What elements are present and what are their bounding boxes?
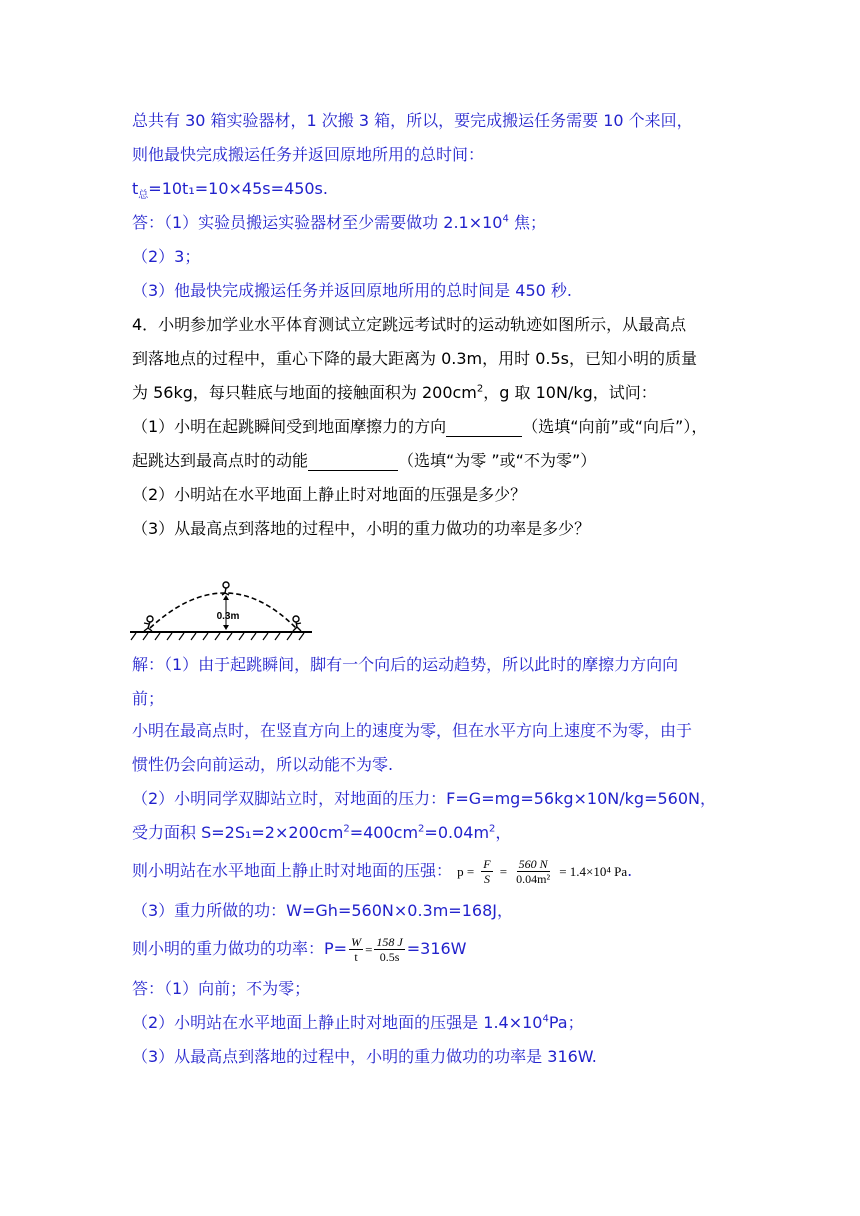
question-text-line: （3）从最高点到落地的过程中，小明的重力做功的功率是多少？ (132, 519, 591, 538)
power-formula-line: 则小明的重力做功的功率：P= $\frac{W}{t}$ = $\frac{158 J}{0.5s}$ =316W (132, 935, 467, 964)
pressure-formula-line: 则小明站在水平地面上静止时对地面的压强： p = $\frac{F}{S}$ = $\frac{560 N}{\text{0.04m²}}$ = 1.4×10⁴ Pa. (132, 857, 633, 886)
solution-text-line: （3）重力所做的功：W=Gh=560N×0.3m=168J， (132, 901, 513, 920)
fraction-158j-over-time: $\frac{158 J}{0.5s}$ (376, 935, 403, 964)
fraction-w-over-t: $\frac{W}{t}$ (351, 935, 362, 964)
fraction-560n-over-area: $\frac{560 N}{\text{0.04m²}}$ (516, 857, 551, 886)
final-answer-line-2: （2）小明站在水平地面上静止时对地面的压强是 $1.4\times 10^4Pa$； (132, 1013, 584, 1032)
answer-line-3: （3）他最快完成搬运任务并返回原地所用的总时间是 450 秒. (132, 281, 572, 300)
jumper-landing-icon (293, 616, 301, 631)
height-arrow-up (223, 595, 229, 600)
answer-blank-friction[interactable] (446, 418, 522, 437)
ground-hatching (131, 633, 304, 640)
solution-text-line: 解：（1）由于起跳瞬间，脚有一个向后的运动趋势，所以此时的摩擦力方向向 (132, 655, 679, 674)
jump-trajectory-figure (128, 580, 318, 642)
final-answer-line-1: 答：（1）向前；不为零； (132, 979, 311, 998)
height-label: 0.3m (216, 611, 240, 622)
solution-text-line: 惯性仍会向前运动，所以动能不为零. (132, 755, 394, 774)
answer-blank-kinetic-energy[interactable] (308, 452, 398, 471)
answer-line-2: （2）3； (132, 247, 201, 266)
fraction-f-over-s: $\frac{F}{S}$ (483, 857, 491, 886)
solution-area-formula: 受力面积 $S=2S_1=2\times 200cm^2=400cm^2=0.04m^2$， (132, 823, 512, 842)
question-text-line: 4．小明参加学业水平体育测试立定跳远考试时的运动轨迹如图所示，从最高点 (132, 315, 687, 334)
solution-text-line: 前； (132, 689, 165, 708)
solution-text-line: 总共有 30 箱实验器材，1 次搬 3 箱，所以，要完成搬运任务需要 10 个来回， (132, 111, 693, 130)
question-text-line: 为 56kg，每只鞋底与地面的接触面积为 $200cm^2$，g 取 10N/kg，试问： (132, 383, 657, 402)
solution-text-line: 则他最快完成搬运任务并返回原地所用的总时间： (132, 145, 485, 164)
height-arrow-down (223, 625, 229, 630)
question-fill-line-1: （1）小明在起跳瞬间受到地面摩擦力的方向 （选填“向前”或“向后”）， (132, 417, 708, 436)
answer-line-1: 答：（1）实验员搬运实验器材至少需要做功 $2.1\times 10^4$ 焦； (132, 213, 546, 232)
question-text-line: （2）小明站在水平地面上静止时对地面的压强是多少？ (132, 485, 527, 504)
solution-text-line: 小明在最高点时，在竖直方向上的速度为零，但在水平方向上速度不为零，由于 (132, 721, 693, 740)
jumper-start-icon (144, 616, 153, 631)
final-answer-line-3: （3）从最高点到落地的过程中，小明的重力做功的功率是 316W. (132, 1047, 597, 1066)
total-time-formula: $t_总=10t_1=10\times 45s=450s$. (132, 179, 328, 202)
question-text-line: 到落地点的过程中，重心下降的最大距离为 0.3m，用时 0.5s，已知小明的质量 (132, 349, 697, 368)
solution-text-line: （2）小明同学双脚站立时，对地面的压力：F=G=mg=56kg×10N/kg=560N， (132, 789, 716, 808)
question-fill-line-2: 起跳达到最高点时的动能 （选填“为零 ”或“不为零”） (132, 451, 597, 470)
